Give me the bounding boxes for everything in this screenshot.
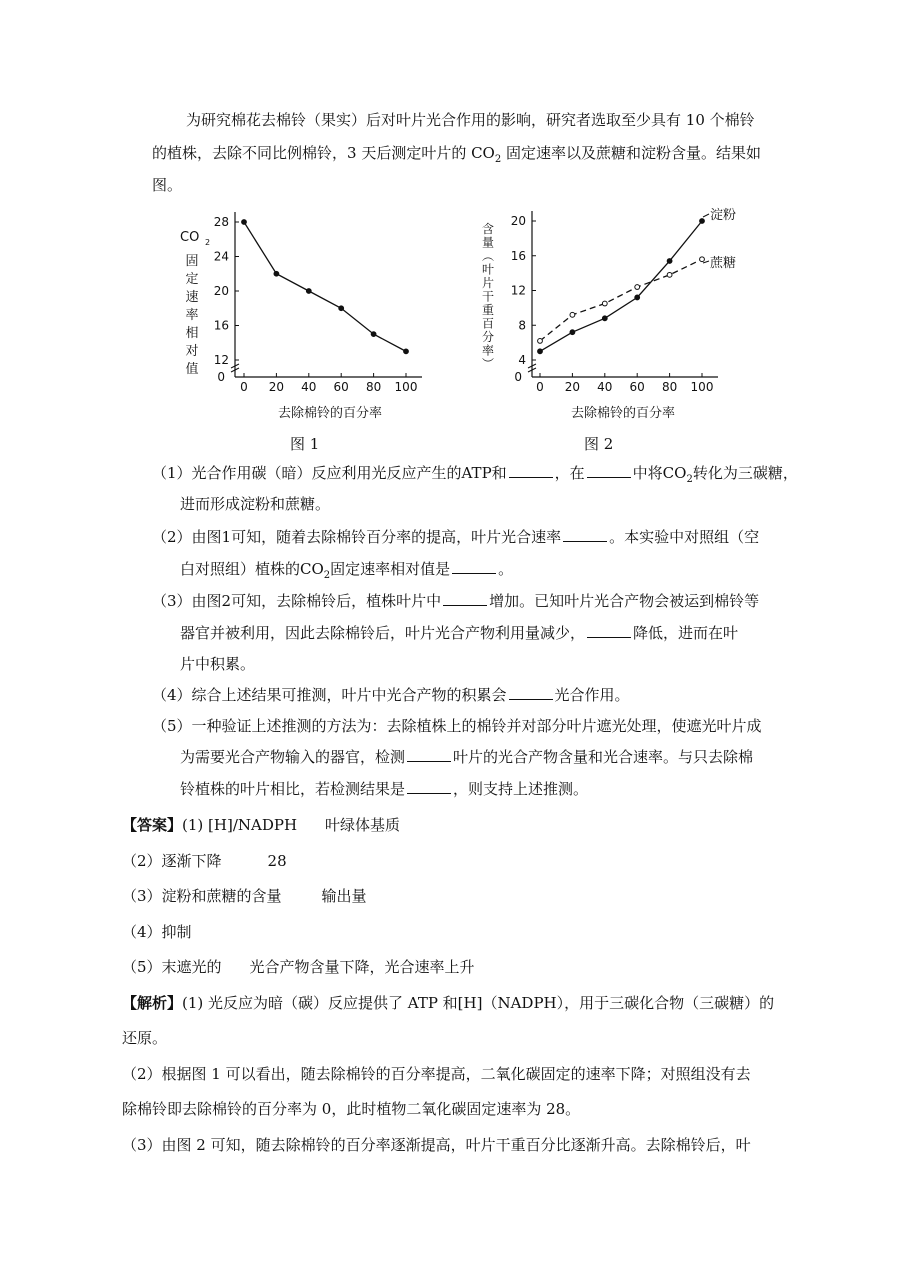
- q4-blank-1[interactable]: [509, 684, 553, 700]
- answer-4: （4）抑制: [122, 923, 192, 941]
- intro-text-2b: 固定速率以及蔗糖和淀粉含量。结果如: [501, 144, 762, 162]
- fig2-point: [538, 349, 543, 354]
- fig2-xlabel: 去除棉铃的百分率: [571, 406, 676, 421]
- answer-line-5: [122, 957, 475, 977]
- fig2-xtick-label: 40: [597, 380, 613, 394]
- fig1-ytick-label: 24: [213, 249, 229, 264]
- fig2-legend-sucrose: 蔗糖: [710, 256, 737, 271]
- fig2-point: [538, 338, 543, 343]
- fig2-ylabel-char: 干: [481, 289, 495, 304]
- fig2-ytick-label: 16: [510, 248, 526, 263]
- fig1-point: [404, 349, 409, 354]
- answer-3a: （3）淀粉和蔗糖的含量: [122, 887, 282, 905]
- fig1-ylabel-sub: 2: [205, 238, 211, 247]
- question-5: [152, 716, 762, 736]
- fig1-point: [306, 289, 311, 294]
- figure-2-svg: [474, 205, 754, 425]
- analysis-tag: 【解析】: [122, 994, 183, 1012]
- fig2-ylabel-char: 重: [481, 303, 495, 317]
- fig2-series-line-1: [540, 259, 702, 341]
- fig1-point: [242, 220, 247, 225]
- analysis-line-5: [122, 1135, 751, 1155]
- fig2-xtick-label: 20: [564, 380, 581, 394]
- q1-text-e: 进而形成淀粉和蔗糖。: [180, 495, 331, 513]
- answer-tag: 【答案】: [122, 816, 183, 834]
- fig2-point: [602, 316, 607, 321]
- answer-2a: （2）逐渐下降: [122, 852, 222, 870]
- intro-text-2a: 的植株，去除不同比例棉铃，3 天后测定叶片的 CO: [152, 144, 495, 162]
- fig1-ylabel-char: 定: [185, 272, 199, 287]
- question-3: [152, 590, 759, 611]
- fig2-xtick-label: 80: [661, 380, 678, 394]
- fig1-ylabel-char: 值: [185, 362, 199, 377]
- figure-1-caption: 图 1: [290, 435, 320, 453]
- q3-text-b: 增加。已知叶片光合产物会被运到棉铃等: [489, 592, 760, 610]
- q1-text-c: 中将CO: [632, 464, 687, 482]
- q4-text-b: 光合作用。: [554, 686, 630, 704]
- fig2-legend-starch: 淀粉: [710, 208, 737, 223]
- figure-1-svg: [172, 205, 442, 425]
- fig1-ylabel-char: 率: [185, 308, 199, 323]
- fig2-ytick-label: 4: [518, 353, 526, 367]
- q2-subscript: 2: [323, 570, 331, 581]
- intro-line-3: [152, 175, 182, 195]
- q4-text-a: （4）综合上述结果可推测，叶片中光合产物的积累会: [152, 686, 507, 704]
- q2-text-b: 。本实验中对照组（空: [609, 528, 760, 546]
- analysis-line-3: [122, 1064, 751, 1084]
- answer-5b: 光合产物含量下降，光合速率上升: [249, 958, 475, 976]
- q3-text-a: （3）由图2可知，去除棉铃后，植株叶片中: [152, 592, 442, 610]
- fig1-xtick-label: 60: [333, 380, 349, 394]
- q3-text-e: 片中积累。: [180, 655, 256, 673]
- q5-blank-1[interactable]: [407, 746, 451, 762]
- answer-line-3: [122, 886, 367, 906]
- fig1-ylabel-co2: CO: [180, 230, 200, 245]
- fig2-ytick-zero: 0: [514, 370, 522, 384]
- fig1-xtick-label: 80: [365, 380, 382, 394]
- fig2-point: [667, 272, 672, 277]
- analysis-p2: （2）根据图 1 可以看出，随去除棉铃的百分率提高，二氧化碳固定的速率下降；对照组没有去: [122, 1065, 751, 1083]
- fig2-ylabel-char: 分: [481, 330, 495, 344]
- question-1-cont: [180, 494, 330, 514]
- q2-blank-2[interactable]: [452, 558, 496, 574]
- fig2-series-line-0: [540, 221, 702, 351]
- answer-line-2: [122, 851, 287, 871]
- fig1-ytick-zero: 0: [217, 370, 225, 384]
- q2-text-c: 白对照组）植株的CO: [180, 560, 324, 578]
- q1-blank-2[interactable]: [587, 462, 631, 478]
- fig2-point: [570, 312, 575, 317]
- q5-text-a: （5）一种验证上述推测的方法为：去除植株上的棉铃并对部分叶片遮光处理，使遮光叶片成: [152, 717, 762, 735]
- q1-text-d: 转化为三碳糖，: [692, 464, 798, 482]
- q3-blank-1[interactable]: [443, 590, 487, 606]
- fig2-ylabel-char: 叶: [481, 262, 495, 277]
- question-2-cont: [180, 558, 513, 586]
- fig1-xtick-label: 0: [240, 380, 248, 394]
- question-1: [152, 462, 798, 490]
- intro-line-2: [152, 143, 761, 170]
- answer-line-1: [122, 815, 400, 835]
- q5-text-e: ，则支持上述推测。: [453, 780, 589, 798]
- fig2-point: [602, 301, 607, 306]
- fig1-ytick-label: 12: [213, 353, 229, 367]
- analysis-p1: (1) 光反应为暗（碳）反应提供了 ATP 和[H]（NADPH），用于三碳化合物（三碳糖）的: [182, 994, 775, 1012]
- analysis-line-4: [122, 1099, 580, 1119]
- q2-text-e: 。: [498, 560, 514, 578]
- fig1-ylabel-char: 对: [185, 344, 199, 359]
- intro-text-3: 图。: [152, 176, 183, 194]
- fig1-ylabel-char: 相: [185, 326, 199, 341]
- fig1-ytick-label: 28: [213, 215, 229, 229]
- fig1-ylabel-char: 速: [185, 290, 199, 305]
- fig1-point: [274, 271, 279, 276]
- question-3-cont: [180, 622, 738, 643]
- fig2-ylabel-char: 率: [481, 343, 495, 358]
- fig1-point: [371, 332, 376, 337]
- q2-text-a: （2）由图1可知，随着去除棉铃百分率的提高，叶片光合速率: [152, 528, 562, 546]
- figure-1-chart: [172, 205, 442, 425]
- q3-text-d: 降低，进而在叶: [633, 624, 739, 642]
- fig1-xtick-label: 100: [394, 380, 418, 394]
- answer-1a: (1) [H]/NADPH: [182, 816, 298, 834]
- q3-blank-2[interactable]: [587, 622, 631, 638]
- fig2-point: [570, 330, 575, 335]
- answer-2b: 28: [267, 852, 287, 870]
- analysis-line-1: [122, 993, 774, 1013]
- analysis-p1b: 还原。: [122, 1029, 168, 1047]
- fig2-point: [700, 257, 705, 262]
- fig2-ylabel-char: 量: [481, 235, 495, 250]
- fig1-xtick-label: 40: [301, 380, 317, 394]
- q1-text-a: （1）光合作用碳（暗）反应利用光反应产生的ATP和: [152, 464, 507, 482]
- intro-line-1: [186, 110, 755, 130]
- fig2-ylabel-char: 百: [481, 316, 495, 331]
- q2-blank-1[interactable]: [563, 526, 607, 542]
- fig2-ylabel-chars: [482, 222, 494, 371]
- fig1-ytick-label: 16: [213, 318, 229, 333]
- fig1-xlabel: 去除棉铃的百分率: [278, 406, 383, 421]
- answer-5a: （5）末遮光的: [122, 958, 222, 976]
- question-5-cont-2: [180, 778, 588, 799]
- fig2-ylabel-char: ︶: [481, 357, 495, 371]
- fig2-point: [667, 259, 672, 264]
- fig1-ylabel-chars: [185, 254, 198, 377]
- question-5-cont: [180, 746, 753, 767]
- fig2-ylabel-char: ︵: [481, 249, 495, 263]
- fig2-ytick-label: 8: [518, 318, 526, 333]
- analysis-p2b: 除棉铃即去除棉铃的百分率为 0，此时植物二氧化碳固定速率为 28。: [122, 1100, 581, 1118]
- fig2-xtick-label: 60: [629, 380, 645, 394]
- q1-subscript: 2: [686, 474, 693, 485]
- q1-text-b: ，在: [554, 464, 585, 482]
- answer-1b: 叶绿体基质: [325, 816, 401, 834]
- fig1-point: [339, 306, 344, 311]
- fig2-xtick-label: 0: [536, 380, 544, 394]
- q5-text-d: 铃植株的叶片相比，若检测结果是: [180, 780, 406, 798]
- question-2: [152, 526, 759, 547]
- q1-blank-1[interactable]: [509, 462, 553, 478]
- fig2-legend-leader-starch: [703, 214, 709, 217]
- fig2-xtick-label: 100: [690, 380, 714, 394]
- fig2-ylabel-char: 含: [481, 222, 495, 236]
- fig1-ylabel-char: 固: [185, 254, 199, 269]
- fig2-point: [635, 285, 640, 290]
- q5-text-b: 为需要光合产物输入的器官，检测: [180, 748, 406, 766]
- fig2-point: [700, 219, 705, 224]
- question-3-cont-2: [180, 654, 255, 674]
- question-4: [152, 684, 630, 705]
- answer-3b: 输出量: [321, 887, 367, 905]
- fig1-xtick-label: 20: [268, 380, 285, 394]
- fig2-ytick-label: 12: [510, 283, 526, 298]
- fig2-point: [635, 295, 640, 300]
- analysis-line-2: [122, 1028, 167, 1048]
- figure-2-caption: 图 2: [584, 435, 614, 453]
- fig2-ylabel-char: 片: [481, 276, 495, 290]
- figure-2-chart: [474, 205, 754, 425]
- q5-blank-2[interactable]: [407, 778, 451, 794]
- q2-text-d: 固定速率相对值是: [330, 560, 451, 578]
- fig1-ytick-label: 20: [213, 284, 229, 298]
- fig1-series-line-0: [244, 222, 406, 351]
- co2-subscript: 2: [494, 154, 502, 165]
- analysis-p3: （3）由图 2 可知，随去除棉铃的百分率逐渐提高，叶片干重百分比逐渐升高。去除棉铃后，叶: [122, 1136, 751, 1154]
- fig2-ytick-label: 20: [510, 214, 526, 228]
- answer-line-4: [122, 922, 192, 942]
- q3-text-c: 器官并被利用，因此去除棉铃后，叶片光合产物利用量减少，: [180, 624, 586, 642]
- intro-text-1: 为研究棉花去棉铃（果实）后对叶片光合作用的影响，研究者选取至少具有 10 个棉铃: [186, 111, 755, 129]
- q5-text-c: 叶片的光合产物含量和光合速率。与只去除棉: [453, 748, 754, 766]
